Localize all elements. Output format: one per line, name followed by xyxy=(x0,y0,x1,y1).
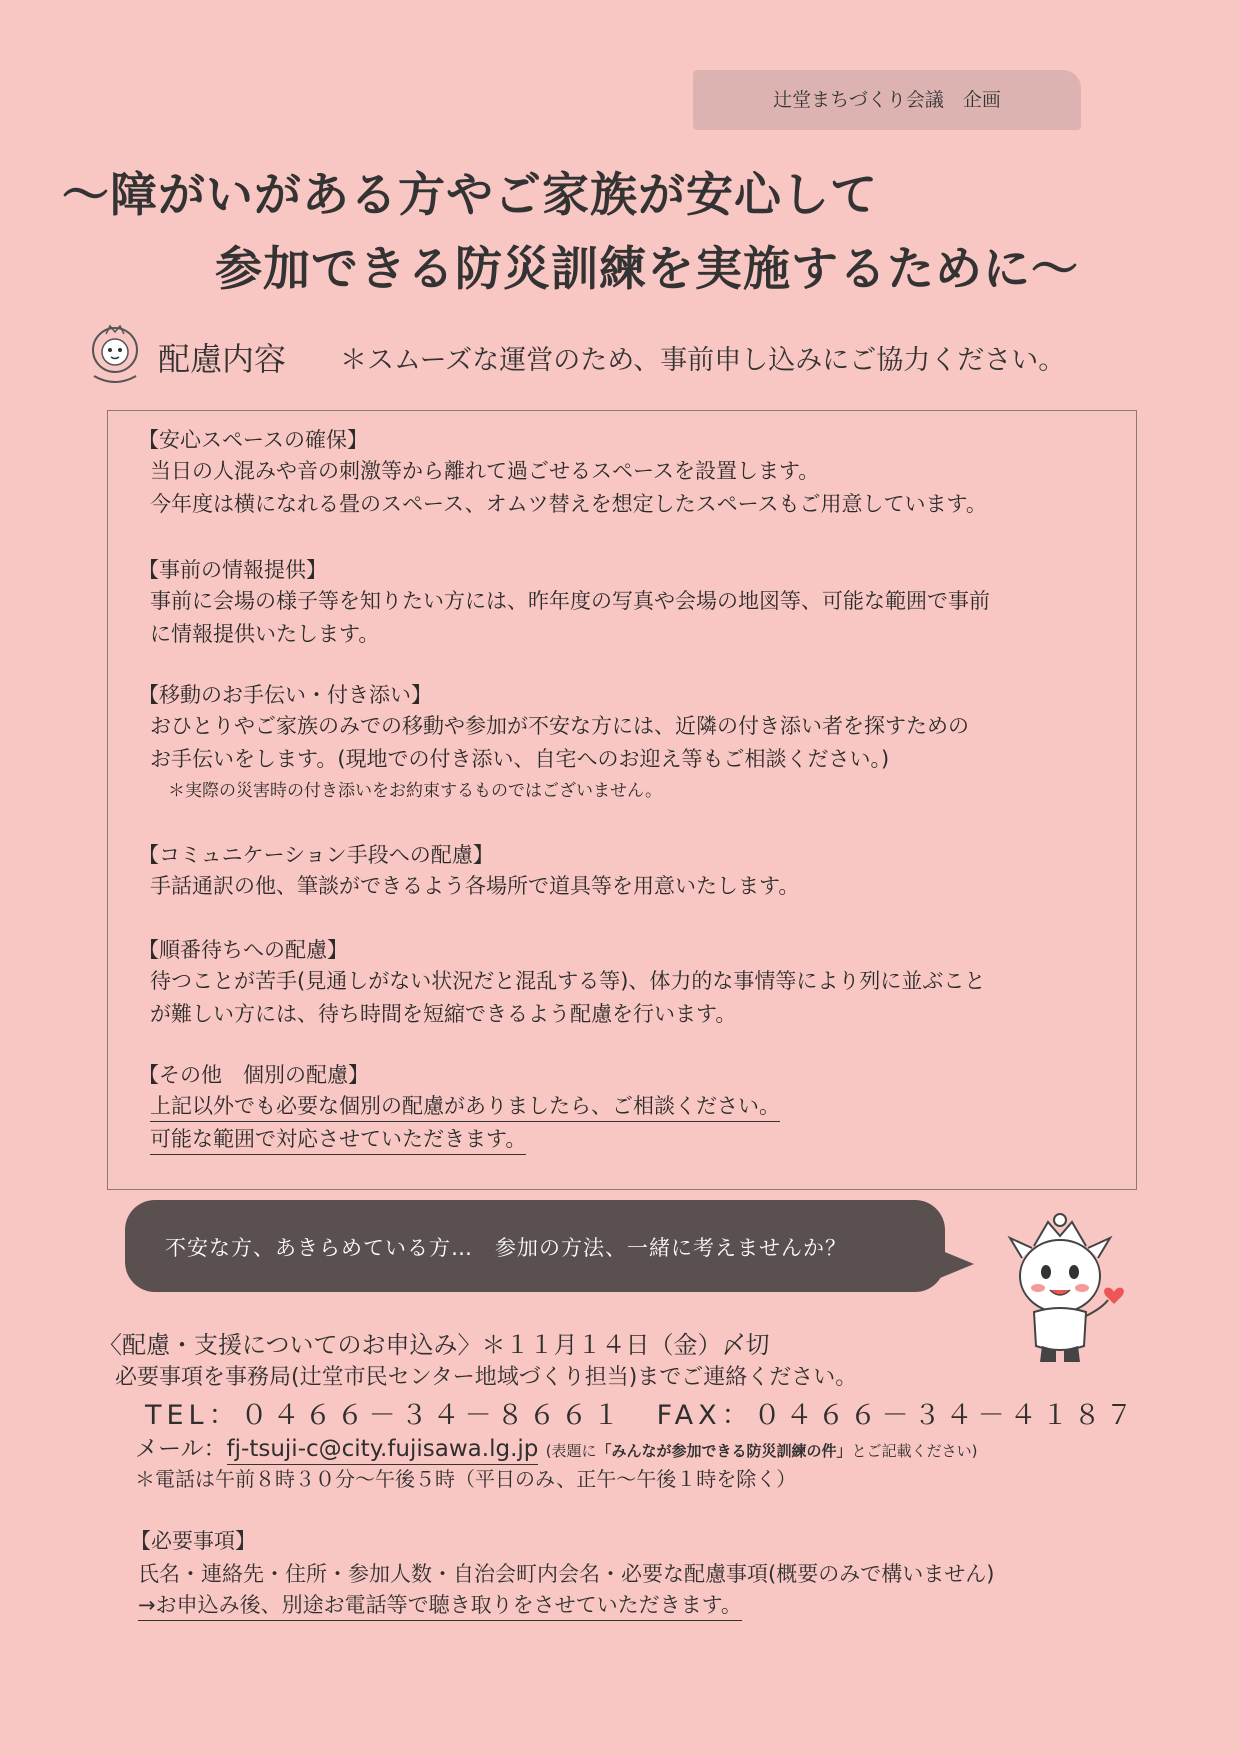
item-other xyxy=(138,1060,1128,1156)
mail-note-suffix: とご記載ください) xyxy=(851,1442,978,1460)
title-line-1: ～障がいがある方やご家族が安心して xyxy=(62,168,878,223)
application-title: 〈配慮・支援についてのお申込み〉＊１１月１４日（金）〆切 xyxy=(98,1331,770,1359)
item-line: 待つことが苦手(見通しがない状況だと混乱する等)、体力的な事情等により列に並ぶこと xyxy=(150,969,986,993)
item-safe-space xyxy=(138,425,1128,521)
item-line: 可能な範囲で対応させていただきます。 xyxy=(150,1124,526,1155)
mail-address-link[interactable]: fj-tsuji-c@city.fujisawa.lg.jp xyxy=(227,1434,539,1465)
mascot-character-icon xyxy=(990,1208,1130,1368)
item-waiting xyxy=(138,935,1128,1031)
item-title: 【順番待ちへの配慮】 xyxy=(138,938,348,962)
contact-phone-fax: TEL：０４６６－３４－８６６１ FAX：０４６６－３４－４１８７ xyxy=(145,1400,1138,1431)
item-title: 【コミュニケーション手段への配慮】 xyxy=(138,843,494,867)
item-note: ＊実際の災害時の付き添いをお約束するものではございません。 xyxy=(168,781,663,801)
mail-subject: 「みんなが参加できる防災訓練の件」 xyxy=(596,1442,852,1460)
mail-label: メール： xyxy=(135,1436,227,1462)
speech-bubble-tail xyxy=(940,1250,974,1278)
requirements-heading: 【必要事項】 xyxy=(130,1529,256,1553)
mascot-emblem-icon xyxy=(84,320,146,388)
contact-mail xyxy=(135,1430,977,1465)
section-note: ＊スムーズな運営のため、事前申し込みにご協力ください。 xyxy=(340,345,1066,376)
item-line: お手伝いをします。(現地での付き添い、自宅へのお迎え等もご相談ください。) xyxy=(150,747,890,771)
application-desc: 必要事項を事務局(辻堂市民センター地域づくり担当)までご連絡ください。 xyxy=(115,1365,858,1390)
title-line-2: 参加できる防災訓練を実施するために～ xyxy=(215,242,1079,297)
item-line: 今年度は横になれる畳のスペース、オムツ替えを想定したスペースもご用意しています。 xyxy=(150,492,987,516)
item-line: 当日の人混みや音の刺激等から離れて過ごせるスペースを設置します。 xyxy=(150,459,820,483)
item-mobility-help xyxy=(138,680,1128,806)
item-title: 【その他 個別の配慮】 xyxy=(138,1063,369,1087)
item-title: 【移動のお手伝い・付き添い】 xyxy=(138,683,432,707)
item-line: おひとりやご家族のみでの移動や参加が不安な方には、近隣の付き添い者を探すための xyxy=(150,714,969,738)
speech-bubble-text: 不安な方、あきらめている方… 参加の方法、一緒に考えませんか？ xyxy=(165,1236,847,1260)
requirements-body: 氏名・連絡先・住所・参加人数・自治会町内会名・必要な配慮事項(概要のみで構いません) xyxy=(138,1562,995,1586)
item-line: 手話通訳の他、筆談ができるよう各場所で道具等を用意いたします。 xyxy=(150,874,800,898)
item-line: が難しい方には、待ち時間を短縮できるよう配慮を行います。 xyxy=(150,1002,737,1026)
phone-hours: ＊電話は午前８時３０分～午後５時（平日のみ、正午～午後１時を除く） xyxy=(135,1467,797,1491)
item-line: 事前に会場の様子等を知りたい方には、昨年度の写真や会場の地図等、可能な範囲で事前 xyxy=(150,589,990,613)
item-title: 【安心スペースの確保】 xyxy=(138,428,368,452)
section-heading: 配慮内容 xyxy=(158,340,287,378)
item-advance-info xyxy=(138,555,1128,651)
organizer-tag: 辻堂まちづくり会議 企画 xyxy=(693,70,1081,130)
item-line: 上記以外でも必要な個別の配慮がありましたら、ご相談ください。 xyxy=(150,1091,780,1122)
item-line: に情報提供いたします。 xyxy=(150,622,380,646)
requirements-follow: →お申込み後、別途お電話等で聴き取りをさせていただきます。 xyxy=(138,1590,742,1621)
item-title: 【事前の情報提供】 xyxy=(138,558,327,582)
item-communication xyxy=(138,840,1128,903)
mail-note-prefix: (表題に xyxy=(545,1442,597,1460)
